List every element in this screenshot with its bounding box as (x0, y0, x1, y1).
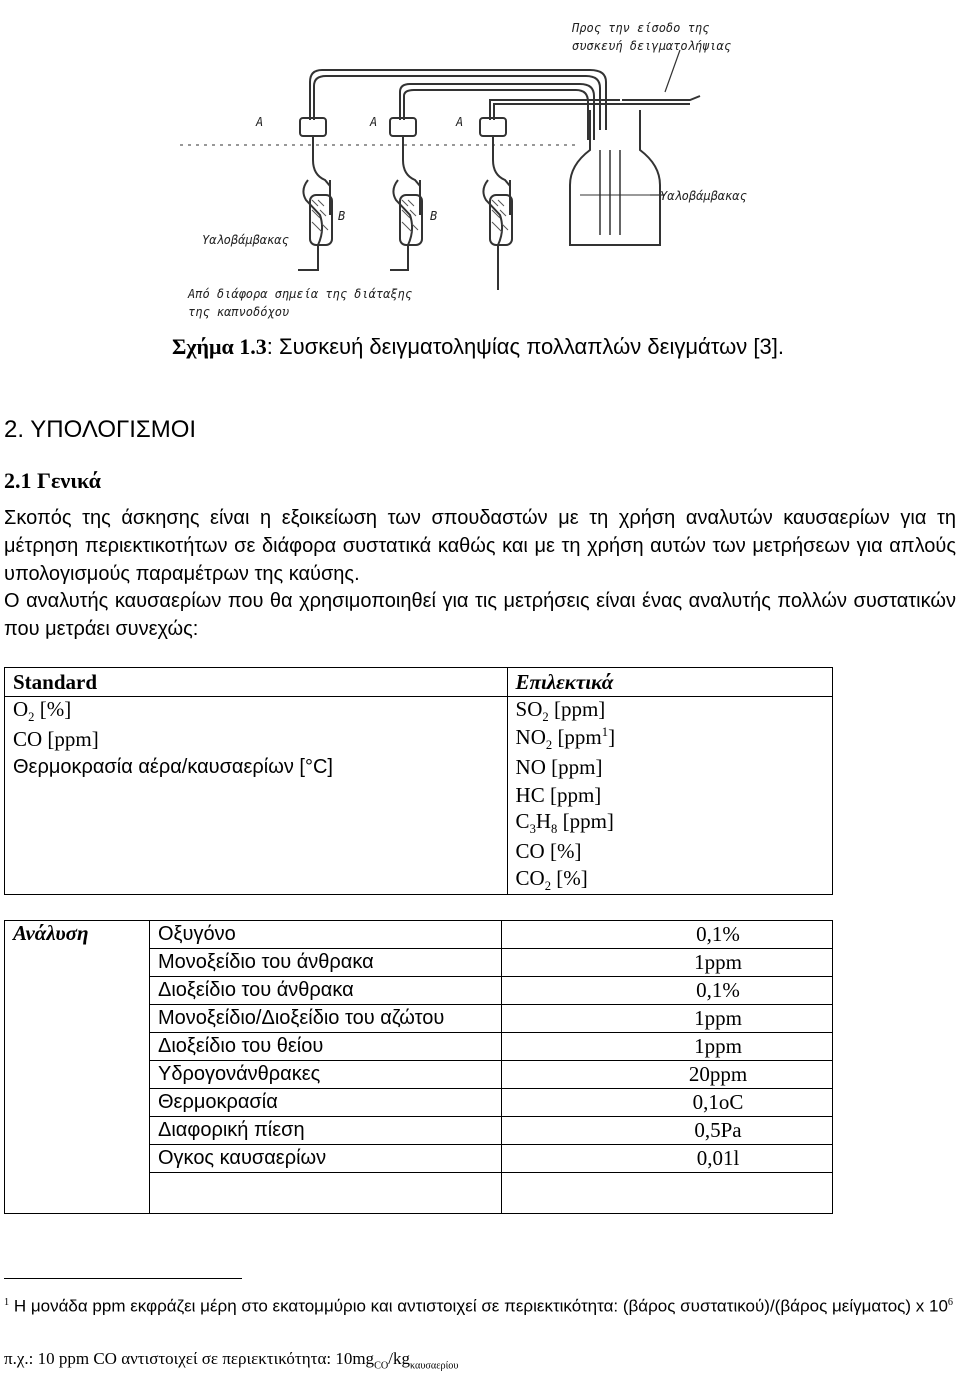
footnote-example: π.χ.: 10 ppm CO αντιστοιχεί σε περιεκτικότητα: $10mg_{CO}/kg_{\kappa\alpha\upsilon\sigma\alpha\varepsilon\rho ίo\upsilon}$ (4, 1349, 459, 1372)
caption-prefix: Σχήμα 1.3 (172, 334, 267, 359)
analysis-parameter: Ογκος καυσαερίων (150, 1145, 502, 1173)
analysis-resolution: 0,5Pa (502, 1117, 833, 1145)
label-a-1: Α (256, 115, 264, 129)
analysis-parameter: Υδρογονάνθρακες (150, 1061, 502, 1089)
analysis-parameter: Μονοξείδιο/Διοξείδιο του αζώτου (150, 1005, 502, 1033)
analysis-resolution: 0,1% (502, 977, 833, 1005)
analysis-parameter: Θερμοκρασία (150, 1089, 502, 1117)
analysis-parameter: Μονοξείδιο του άνθρακα (150, 949, 502, 977)
analysis-parameter: Διοξείδιο του θείου (150, 1033, 502, 1061)
caption-text: : Συσκευή δειγματοληψίας πολλαπλών δειγμάτων [3]. (266, 334, 784, 359)
section-heading: 2. ΥΠΟΛΟΓΙΣΜΟΙ (4, 416, 197, 443)
analysis-resolution: 20ppm (502, 1061, 833, 1089)
sel-so2: $SO_2$ [ppm] (507, 697, 832, 726)
label-glass-wool-right: Υαλοβάμβακας (660, 189, 747, 203)
footnote-text: Η μονάδα ppm εκφράζει μέρη στο εκατομμύριο και αντιστοιχεί σε περιεκτικότητα: (βάρος συστατικού)/(βάρος μείγματος) x 10 (9, 1296, 948, 1316)
footnote-separator (4, 1278, 242, 1279)
label-gas-inlet-line1: Προς την είσοδο της (572, 21, 710, 35)
std-temp: Θερμοκρασία αέρα/καυσαερίων [°C] (5, 753, 508, 781)
label-glass-wool-left: Υαλοβάμβακας (202, 233, 289, 247)
label-gas-inlet-line2: συσκευή δειγματολήψιας (572, 39, 731, 53)
std-co: CO [ppm] (5, 725, 508, 753)
sel-no: NO [ppm] (507, 753, 832, 781)
sel-hc: HC [ppm] (507, 781, 832, 809)
label-b-2: Β (430, 209, 438, 223)
footnote-exponent: 6 (947, 1297, 953, 1308)
analysis-parameter: Διοξείδιο του άνθρακα (150, 977, 502, 1005)
sel-c3h8: $C_3H_8$ [ppm] (507, 809, 832, 837)
standard-header: Standard (5, 668, 508, 697)
label-a-3: Α (456, 115, 464, 129)
footnote (4, 1290, 956, 1320)
analysis-label: Ανάλυση (5, 921, 150, 1214)
analysis-resolution: 0,1oC (502, 1089, 833, 1117)
label-b-1: Β (338, 209, 346, 223)
sel-co2: $CO_2$ [%] (507, 866, 832, 895)
figure-caption (172, 334, 784, 360)
footnote-marker: 1 (4, 1297, 10, 1308)
analysis-parameter: Οξυγόνο (150, 921, 502, 949)
std-o2: $O_2$ [%] (5, 697, 508, 726)
paragraph-purpose: Σκοπός της άσκησης είναι η εξοικείωση των σπουδαστών με τη χρήση αναλυτών καυσαερίων για τη μέτρηση περιεκτικοτήτων σε διάφορα συστατικά καθώς και με τη χρήση αυτών των μετρήσεων για απλούς υπολογισμούς παραμέτρων της καύσης. (4, 507, 956, 585)
paragraph-analyzer: Ο αναλυτής καυσαερίων που θα χρησιμοποιηθεί για τις μετρήσεις είναι ένας αναλυτής πολλών συστατικών που μετράει συνεχώς: (4, 590, 956, 640)
analysis-resolution: 1ppm (502, 949, 833, 977)
analysis-table (4, 920, 833, 1214)
section-subheading: 2.1 Γενικά (4, 468, 101, 493)
label-a-2: Α (370, 115, 378, 129)
measurements-table (4, 667, 833, 895)
analysis-resolution: 1ppm (502, 1033, 833, 1061)
analysis-row (5, 921, 833, 949)
sampling-apparatus-figure (160, 0, 820, 330)
apparatus-drawing (160, 0, 820, 330)
sel-co-pct: CO [%] (507, 838, 832, 866)
selective-header: Επιλεκτικά (507, 668, 832, 697)
label-from-points-line1: Από διάφορα σημεία της διάταξης (188, 287, 412, 301)
analysis-resolution: 1ppm (502, 1005, 833, 1033)
analysis-resolution: 0,01l (502, 1145, 833, 1173)
label-from-points-line2: της καπνοδόχου (188, 305, 290, 319)
analysis-parameter: Διαφορική πίεση (150, 1117, 502, 1145)
analysis-resolution: 0,1% (502, 921, 833, 949)
sel-no2: $NO_2$ [ppm$^1$] (507, 725, 832, 753)
